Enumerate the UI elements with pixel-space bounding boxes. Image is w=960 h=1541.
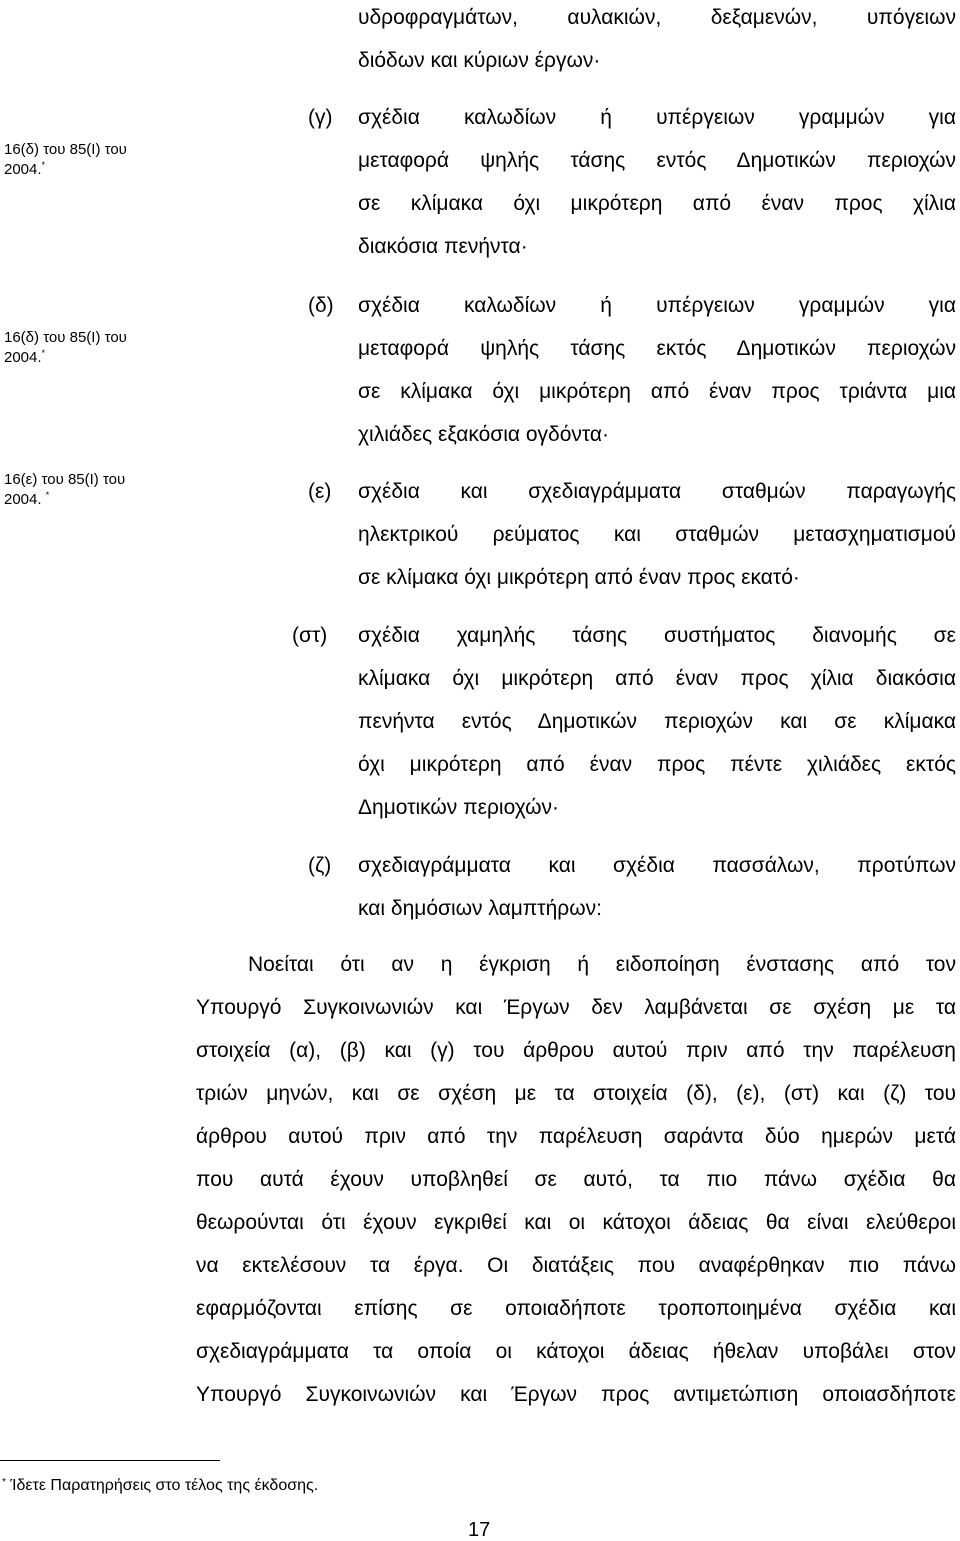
margin-note — [4, 472, 125, 509]
text-line: και δημόσιων λαμπτήρων: — [358, 897, 602, 920]
text-line: να εκτελέσουν τα έργα. Οι διατάξεις που αναφέρθηκαν πιο πάνω — [196, 1254, 956, 1277]
text-line: άρθρου αυτού πριν από την παρέλευση σαράντα δύο ημερών μετά — [196, 1125, 956, 1148]
text-line: Νοείται ότι αν η έγκριση ή ειδοποίηση ένστασης από τον — [248, 953, 956, 976]
item-label: (ε) — [308, 480, 332, 503]
page-number: 17 — [468, 1519, 491, 1541]
margin-note-year-line — [4, 162, 127, 179]
item-label: (ζ) — [308, 854, 332, 877]
text-line: κλίμακα όχι μικρότερη από έναν προς χίλια διακόσια — [358, 667, 956, 690]
text-line: σχέδια και σχεδιαγράμματα σταθμών παραγωγής — [358, 480, 956, 503]
text-line: τριών μηνών, και σε σχέση με τα στοιχεία (δ), (ε), (στ) και (ζ) του — [196, 1082, 956, 1105]
margin-note-text: 16(δ) του 85(Ι) του — [4, 141, 127, 158]
text-line: υδροφραγμάτων, αυλακιών, δεξαμενών, υπόγειων — [358, 6, 956, 29]
text-line: που αυτά έχουν υποβληθεί σε αυτό, τα πιο πάνω σχέδια θα — [196, 1168, 956, 1191]
text-line: Υπουργό Συγκοινωνιών και Έργων προς αντιμετώπιση οποιασδήποτε — [196, 1383, 956, 1406]
item-label: (δ) — [308, 294, 334, 317]
text-line: σε κλίμακα όχι μικρότερη από έναν προς εκατό· — [358, 566, 800, 589]
margin-note-year-line — [4, 492, 125, 509]
footnote-marker: * — [2, 1477, 6, 1488]
margin-note-year: 2004. — [4, 491, 42, 508]
margin-note-text: 16(δ) του 85(Ι) του — [4, 329, 127, 346]
text-line: όχι μικρότερη από έναν προς πέντε χιλιάδες εκτός — [358, 753, 956, 776]
margin-note — [4, 330, 127, 367]
text-line: θεωρούνται ότι έχουν εγκριθεί και οι κάτοχοι άδειας θα είναι ελεύθεροι — [196, 1211, 956, 1234]
text-line: πενήντα εντός Δημοτικών περιοχών και σε κλίμακα — [358, 710, 956, 733]
footnote-marker: * — [45, 490, 50, 500]
footnote-marker: * — [41, 160, 46, 170]
margin-note-year-line — [4, 350, 127, 367]
text-line: Δημοτικών περιοχών· — [358, 796, 560, 819]
item-label: (στ) — [292, 624, 328, 647]
text-line: σε κλίμακα όχι μικρότερη από έναν προς τριάντα μια — [358, 380, 956, 403]
text-line: χιλιάδες εξακόσια ογδόντα· — [358, 423, 610, 446]
text-line: διακόσια πενήντα· — [358, 235, 528, 258]
footnote-marker: * — [41, 348, 46, 358]
text-line: Υπουργό Συγκοινωνιών και Έργων δεν λαμβάνεται σε σχέση με τα — [196, 996, 956, 1019]
margin-note-year: 2004. — [4, 349, 42, 366]
text-line: στοιχεία (α), (β) και (γ) του άρθρου αυτού πριν από την παρέλευση — [196, 1039, 956, 1062]
footnote-text: Ίδετε Παρατηρήσεις στο τέλος της έκδοσης. — [5, 1477, 319, 1494]
text-line: σε κλίμακα όχι μικρότερη από έναν προς χίλια — [358, 192, 956, 215]
text-line: σχέδια καλωδίων ή υπέργειων γραμμών για — [358, 106, 956, 129]
text-line: διόδων και κύριων έργων· — [358, 49, 601, 72]
text-line: μεταφορά ψηλής τάσης εκτός Δημοτικών περιοχών — [358, 337, 956, 360]
item-label: (γ) — [308, 106, 333, 129]
footnote — [2, 1478, 318, 1496]
footnote-divider — [0, 1460, 220, 1461]
text-line: σχεδιαγράμματα τα οποία οι κάτοχοι άδειας ήθελαν υποβάλει στον — [196, 1340, 956, 1363]
text-line: μεταφορά ψηλής τάσης εντός Δημοτικών περιοχών — [358, 149, 956, 172]
text-line: σχεδιαγράμματα και σχέδια πασσάλων, προτύπων — [358, 854, 956, 877]
text-line: εφαρμόζονται επίσης σε οποιαδήποτε τροποποιημένα σχέδια και — [196, 1297, 956, 1320]
margin-note-text: 16(ε) του 85(Ι) του — [4, 471, 126, 488]
text-line: ηλεκτρικού ρεύματος και σταθμών μετασχηματισμού — [358, 523, 956, 546]
text-line: σχέδια καλωδίων ή υπέργειων γραμμών για — [358, 294, 956, 317]
text-line: σχέδια χαμηλής τάσης συστήματος διανομής σε — [358, 624, 956, 647]
margin-note-year: 2004. — [4, 161, 42, 178]
margin-note — [4, 142, 127, 179]
